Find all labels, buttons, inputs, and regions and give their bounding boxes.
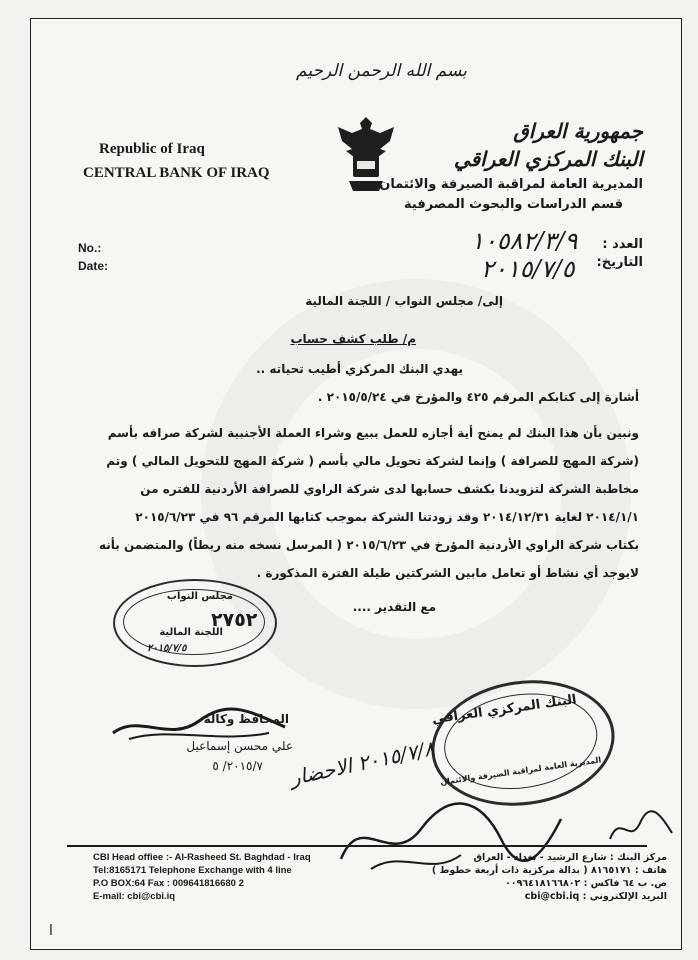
footer-ar-email[interactable]: البريد الإلكتروني : cbi@cbi.iq xyxy=(524,891,667,902)
parliament-stamp-title: مجلس النواب xyxy=(166,591,233,602)
date-label: Date: xyxy=(78,259,109,273)
parliament-stamp-date: ٢٠١٥/٧/٥ xyxy=(147,643,187,654)
body-line-2: (شركة المهج للصرافة ) وإنما لشركة تحويل مالي بأسم ( شركة المهج للتحويل المالي ) وتم xyxy=(106,454,639,468)
initials-scribble xyxy=(606,809,676,849)
letter-page xyxy=(30,18,682,950)
cbi-stamp-top: البنك المركزي العراقي xyxy=(431,692,578,728)
body-line-6: لايوجد أي نشاط أو تعامل مابين الشركتين طيلة الفترة المذكورة . xyxy=(256,566,639,580)
handwritten-note: ٢٠١٥/٧/٨ الاحضار xyxy=(288,736,437,790)
signature-name: علي محسن إسماعيل xyxy=(186,739,293,753)
footer-ar xyxy=(432,851,667,903)
parliament-stamp-number: ٢٧٥٢ xyxy=(211,609,258,631)
en-bank: CENTRAL BANK OF IRAQ xyxy=(83,165,270,181)
number-value: ١٠٥٨٢/٣/٩ xyxy=(471,227,578,255)
parliament-stamp-committee: اللجنة المالية xyxy=(159,627,223,638)
body-line-5: بكتاب شركة الراوي الأردنية المؤرخ في ٢٠١٥/٦/٢٣ ( المرسل نسخه منه ربطاً) والمتضمن بأنه xyxy=(99,538,639,552)
en-country: Republic of Iraq xyxy=(99,141,205,157)
addressee: إلى/ مجلس النواب / اللجنة المالية xyxy=(305,294,503,308)
footer-en-address: CBI Head offiee :- Al-Rasheed St. Baghdad - Iraq xyxy=(93,852,311,863)
signature-date: ٢٠١٥/٧/ ٥ xyxy=(212,759,263,773)
footer-en-email[interactable]: E-mail: cbi@cbi.iq xyxy=(93,891,176,902)
cbi-stamp-bottom: المديرية العامة لمراقبة الصيرفة والائتمان xyxy=(439,755,602,787)
footer-rule xyxy=(67,845,647,847)
ar-number-label: العدد : xyxy=(602,237,643,252)
subject: م/ طلب كشف حساب xyxy=(290,332,416,346)
ar-directorate: المديرية العامة لمراقبة الصيرفة والائتمان xyxy=(379,177,643,192)
footer-en-po: P.O BOX:64 Fax : 009641816680 2 xyxy=(93,878,244,889)
footer-ar-address: مركز البنك : شارع الرشيد - بغداد - العراق xyxy=(473,852,667,863)
ar-bank: البنك المركزي العراقي xyxy=(453,147,643,171)
footer-ar-po: ص. ب ٦٤ فاكس : ٠٠٩٦٤١٨١٦٦٨٠٢ xyxy=(504,878,667,889)
ar-country: جمهورية العراق xyxy=(513,119,643,143)
body-line-1: ونبين بأن هذا البنك لم يمنح أية أجازه للعمل ببيع وشراء العملة الأجنبية لشركة صرافه بأسم xyxy=(107,426,639,440)
reference-line: أشارة إلى كتابكم المرقم ٤٢٥ والمؤرخ في ٢٠١٥/٥/٢٤ . xyxy=(317,390,639,404)
date-value: ٢٠١٥/٧/٥ xyxy=(481,255,575,283)
body-line-4: ٢٠١٤/١/١ لغاية ٢٠١٤/١٢/٣١ وقد زودتنا الشركة بموجب كتابها المرقم ٩٦ في ٢٠١٥/٦/٢٣ xyxy=(135,510,639,524)
parliament-stamp xyxy=(113,579,277,667)
greeting: يهدي البنك المركزي أطيب تحياته .. xyxy=(256,362,463,376)
footer-en-tel: Tel:8165171 Telephone Exchange with 4 line xyxy=(93,865,292,876)
footer-en xyxy=(93,851,311,903)
footer-ar-tel: هاتف : ٨١٦٥١٧١ ( بدالة مركزية ذات أربعة خطوط ) xyxy=(431,865,667,876)
no-label: No.: xyxy=(78,241,102,255)
page-mark: l xyxy=(49,923,53,939)
signature-title: المحافظ وكالة xyxy=(203,712,289,726)
ar-department: قسم الدراسات والبحوث المصرفية xyxy=(404,197,623,212)
ar-date-label: التاريخ: xyxy=(596,255,643,270)
basmala: بسم الله الرحمن الرحيم xyxy=(296,61,467,81)
body-line-3: مخاطبة الشركة لتزويدنا بكشف حسابها لدى شركة الراوي للصرافة الأردنية للفتره من xyxy=(140,482,639,496)
closing: مع التقدير .... xyxy=(352,600,436,614)
